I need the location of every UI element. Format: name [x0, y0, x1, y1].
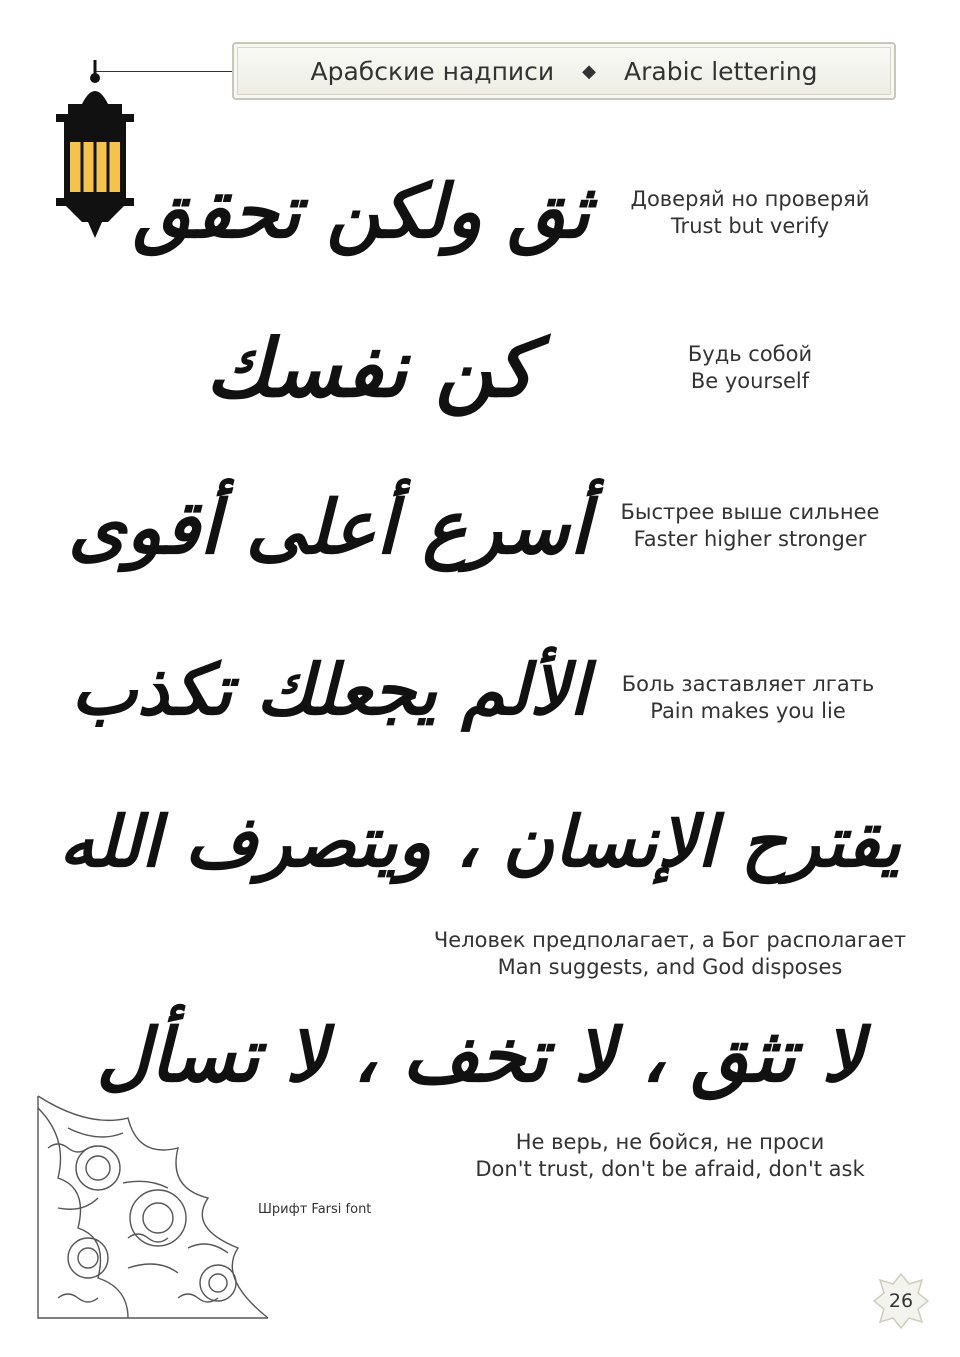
header-banner — [232, 42, 896, 100]
translation-en: Be yourself — [690, 369, 810, 393]
translation-en: Trust but verify — [670, 214, 830, 238]
translation-ru: Будь собой — [687, 342, 813, 366]
translation-ru: Быстрее выше сильнее — [620, 500, 880, 524]
translation-en: Pain makes you lie — [650, 699, 846, 723]
page-number-badge — [872, 1272, 930, 1330]
header-title-en: Arabic lettering — [624, 56, 818, 86]
phrase-translation — [598, 671, 898, 725]
hanging-lantern-icon — [52, 60, 138, 240]
phrase-arabic: الألم يجعلك تكذب — [71, 648, 589, 731]
phrase-arabic: كن نفسك — [205, 321, 535, 415]
translation-ru: Не верь, не бойся, не проси — [515, 1130, 825, 1154]
phrase-translation — [600, 186, 900, 240]
translation-en: Don't trust, don't be afraid, don't ask — [475, 1157, 865, 1181]
header-title-ru: Арабские надписи — [310, 56, 555, 86]
header-separator: ◆ — [582, 60, 597, 82]
translation-en: Man suggests, and God disposes — [497, 955, 843, 979]
phrase-arabic: لا تثق ، لا تخف ، لا تسأل — [96, 1013, 864, 1099]
phrase-arabic: أسرع أعلى أقوى — [67, 485, 590, 571]
translation-ru: Доверяй но проверяй — [630, 187, 870, 211]
phrase-arabic: ثق ولكن تحقق — [133, 169, 590, 255]
translation-ru: Боль заставляет лгать — [621, 672, 875, 696]
phrase-translation — [600, 341, 900, 395]
page-number: 26 — [888, 1290, 914, 1312]
translation-en: Faster higher stronger — [633, 527, 867, 551]
floral-corner-ornament — [28, 1088, 280, 1328]
phrase-arabic: يقترح الإنسان ، ويتصرف الله — [59, 800, 901, 883]
translation-ru: Человек предполагает, а Бог располагает — [433, 928, 907, 952]
phrase-translation — [400, 927, 940, 981]
phrase-translation — [600, 499, 900, 553]
font-note: Шрифт Farsi font — [258, 1202, 372, 1217]
phrase-translation — [420, 1129, 920, 1183]
